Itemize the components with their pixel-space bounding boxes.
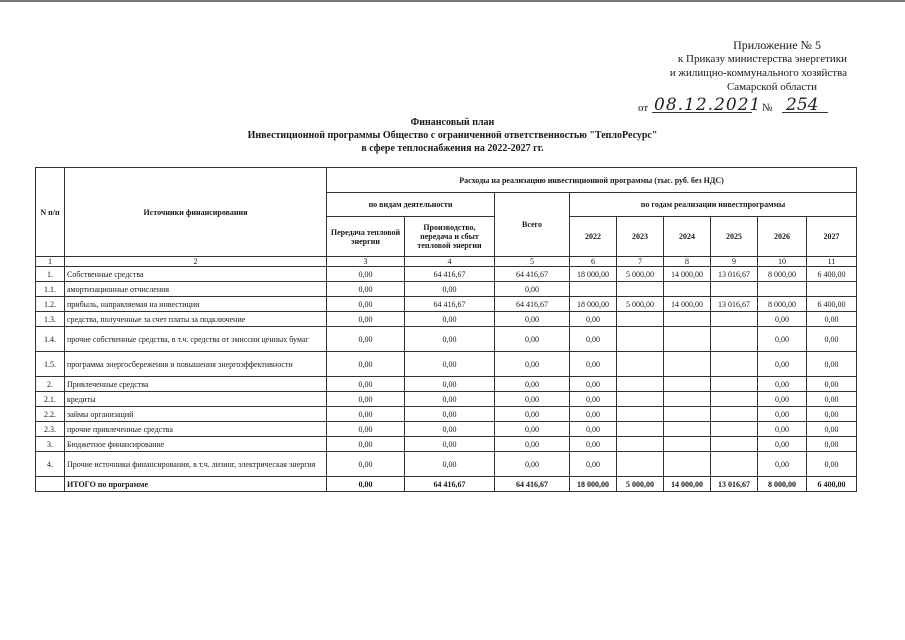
- production-value: 0,00: [405, 392, 495, 407]
- year-value: [617, 377, 664, 392]
- total-value: 0,00: [495, 282, 570, 297]
- appendix-line-4: Самарской области: [726, 81, 817, 93]
- year-value: [711, 282, 758, 297]
- year-value: 0,00: [570, 312, 617, 327]
- source-name: Прочие источники финансирования, в т.ч. лизинг, электрическая энергия: [65, 452, 327, 477]
- year-value: [570, 282, 617, 297]
- financial-plan-table: [35, 167, 857, 492]
- row-number: 2.3.: [36, 422, 65, 437]
- year-value: [711, 377, 758, 392]
- year-value: [617, 327, 664, 352]
- transfer-value: 0,00: [327, 327, 405, 352]
- plan-subtitle: Инвестиционной программы Общество с ограниченной ответственностью "ТеплоРесурс": [247, 130, 658, 141]
- year-value: 13 016,67: [711, 477, 758, 492]
- row-number: 1.4.: [36, 327, 65, 352]
- header-production: Производство, передача и сбыт тепловой энергии: [405, 217, 495, 257]
- year-value: [664, 282, 711, 297]
- year-value: [664, 407, 711, 422]
- order-date-number: [638, 95, 838, 117]
- total-value: 64 416,67: [495, 297, 570, 312]
- year-value: 0,00: [758, 392, 807, 407]
- production-value: 0,00: [405, 312, 495, 327]
- total-value: 0,00: [495, 312, 570, 327]
- column-number: 5: [495, 257, 570, 267]
- date-prefix: от: [638, 102, 649, 114]
- row-number: [36, 477, 65, 492]
- year-value: 0,00: [570, 392, 617, 407]
- year-value: 0,00: [570, 352, 617, 377]
- column-number: 4: [405, 257, 495, 267]
- year-value: 0,00: [807, 377, 857, 392]
- source-name: прочие привлеченные средства: [65, 422, 327, 437]
- table-row: [36, 392, 857, 407]
- year-value: 0,00: [758, 407, 807, 422]
- year-value: [664, 327, 711, 352]
- appendix-line-1: Приложение № 5: [733, 38, 821, 52]
- table-row: [36, 407, 857, 422]
- year-value: [664, 392, 711, 407]
- production-value: 64 416,67: [405, 267, 495, 282]
- year-value: 0,00: [807, 452, 857, 477]
- column-number: 8: [664, 257, 711, 267]
- row-number: 1.5.: [36, 352, 65, 377]
- column-number: 3: [327, 257, 405, 267]
- source-name: Собственные средства: [65, 267, 327, 282]
- handwritten-date: 08.12.2021: [654, 95, 762, 115]
- row-number: 2.: [36, 377, 65, 392]
- year-value: [617, 392, 664, 407]
- transfer-value: 0,00: [327, 422, 405, 437]
- production-value: 0,00: [405, 327, 495, 352]
- year-value: 14 000,00: [664, 477, 711, 492]
- year-value: 8 000,00: [758, 297, 807, 312]
- header-expenses: Расходы на реализацию инвестиционной программы (тыс. руб. без НДС): [327, 168, 857, 193]
- top-border: [0, 0, 905, 2]
- year-value: 0,00: [807, 437, 857, 452]
- year-value: [664, 377, 711, 392]
- year-value: 8 000,00: [758, 477, 807, 492]
- production-value: 0,00: [405, 422, 495, 437]
- row-number: 1.1.: [36, 282, 65, 297]
- total-value: 64 416,67: [495, 477, 570, 492]
- transfer-value: 0,00: [327, 282, 405, 297]
- year-value: 18 000,00: [570, 477, 617, 492]
- column-number: 7: [617, 257, 664, 267]
- source-name: программа энергосбережения и повышения энергоэффективности: [65, 352, 327, 377]
- year-value: 0,00: [758, 437, 807, 452]
- table-row: [36, 452, 857, 477]
- plan-period: в сфере теплоснабжения на 2022-2027 гг.: [361, 143, 544, 154]
- production-value: 64 416,67: [405, 297, 495, 312]
- row-number: 2.2.: [36, 407, 65, 422]
- transfer-value: 0,00: [327, 477, 405, 492]
- production-value: 0,00: [405, 377, 495, 392]
- date-underline: [652, 112, 752, 113]
- total-value: 0,00: [495, 377, 570, 392]
- year-value: [711, 352, 758, 377]
- year-value: [711, 407, 758, 422]
- appendix-header: [587, 38, 847, 94]
- year-value: [664, 422, 711, 437]
- year-value: 8 000,00: [758, 267, 807, 282]
- year-value: 0,00: [570, 422, 617, 437]
- year-value: 13 016,67: [711, 267, 758, 282]
- year-value: 0,00: [758, 327, 807, 352]
- table-row: [36, 352, 857, 377]
- table-row: [36, 377, 857, 392]
- source-name: средства, полученные за счет платы за подключение: [65, 312, 327, 327]
- year-value: 0,00: [807, 422, 857, 437]
- transfer-value: 0,00: [327, 352, 405, 377]
- year-value: [617, 312, 664, 327]
- column-number: 9: [711, 257, 758, 267]
- production-value: 0,00: [405, 437, 495, 452]
- column-number: 2: [65, 257, 327, 267]
- year-value: [758, 282, 807, 297]
- year-value: [617, 282, 664, 297]
- year-value: 6 400,00: [807, 297, 857, 312]
- year-value: 0,00: [570, 377, 617, 392]
- year-value: [617, 437, 664, 452]
- handwritten-number: 254: [786, 95, 819, 115]
- number-prefix: №: [762, 102, 773, 114]
- year-value: [711, 452, 758, 477]
- year-value: 14 000,00: [664, 267, 711, 282]
- year-value: [664, 452, 711, 477]
- year-value: [664, 352, 711, 377]
- production-value: 64 416,67: [405, 477, 495, 492]
- row-number: 2.1.: [36, 392, 65, 407]
- header-total: Всего: [495, 193, 570, 257]
- year-value: [617, 422, 664, 437]
- source-name: кредиты: [65, 392, 327, 407]
- appendix-line-3: и жилищно-коммунального хозяйства: [669, 67, 847, 79]
- year-value: 0,00: [758, 352, 807, 377]
- year-value: [617, 352, 664, 377]
- year-value: [664, 437, 711, 452]
- header-year: 2027: [807, 217, 857, 257]
- total-row: [36, 477, 857, 492]
- total-value: 0,00: [495, 392, 570, 407]
- plan-title: Финансовый план: [410, 117, 495, 128]
- production-value: 0,00: [405, 452, 495, 477]
- year-value: 14 000,00: [664, 297, 711, 312]
- year-value: [664, 312, 711, 327]
- table-row: [36, 437, 857, 452]
- year-value: [711, 312, 758, 327]
- year-value: [711, 437, 758, 452]
- transfer-value: 0,00: [327, 392, 405, 407]
- transfer-value: 0,00: [327, 437, 405, 452]
- year-value: 0,00: [758, 452, 807, 477]
- year-value: [617, 407, 664, 422]
- total-value: 0,00: [495, 352, 570, 377]
- column-number: 1: [36, 257, 65, 267]
- year-value: 0,00: [570, 407, 617, 422]
- year-value: 0,00: [570, 437, 617, 452]
- header-by-years: по годам реализации инвестпрограммы: [570, 193, 857, 217]
- row-number: 1.: [36, 267, 65, 282]
- column-number: 6: [570, 257, 617, 267]
- table-row: [36, 282, 857, 297]
- header-by-activity: по видам деятельности: [327, 193, 495, 217]
- year-value: 0,00: [758, 422, 807, 437]
- production-value: 0,00: [405, 407, 495, 422]
- year-value: [711, 327, 758, 352]
- appendix-line-2: к Приказу министерства энергетики: [677, 53, 847, 65]
- source-name: Привлеченные средства: [65, 377, 327, 392]
- header-row-number: N п/п: [36, 168, 65, 257]
- year-value: 0,00: [570, 327, 617, 352]
- year-value: 5 000,00: [617, 267, 664, 282]
- source-name: Бюджетное финансирование: [65, 437, 327, 452]
- transfer-value: 0,00: [327, 452, 405, 477]
- table-row: [36, 267, 857, 282]
- header-year: 2025: [711, 217, 758, 257]
- source-name: прибыль, направляемая на инвестиции: [65, 297, 327, 312]
- transfer-value: 0,00: [327, 407, 405, 422]
- year-value: [807, 282, 857, 297]
- year-value: [711, 422, 758, 437]
- number-underline: [782, 112, 828, 113]
- header-year: 2022: [570, 217, 617, 257]
- year-value: 0,00: [807, 392, 857, 407]
- year-value: 6 400,00: [807, 477, 857, 492]
- total-value: 0,00: [495, 407, 570, 422]
- header-year: 2026: [758, 217, 807, 257]
- row-number: 1.3.: [36, 312, 65, 327]
- year-value: 18 000,00: [570, 267, 617, 282]
- year-value: [711, 392, 758, 407]
- column-number: 10: [758, 257, 807, 267]
- header-source: Источники финансирования: [65, 168, 327, 257]
- transfer-value: 0,00: [327, 312, 405, 327]
- year-value: 0,00: [570, 452, 617, 477]
- year-value: 0,00: [807, 352, 857, 377]
- total-value: 64 416,67: [495, 267, 570, 282]
- year-value: 18 000,00: [570, 297, 617, 312]
- production-value: 0,00: [405, 352, 495, 377]
- source-name: амортизационные отчисления: [65, 282, 327, 297]
- year-value: 6 400,00: [807, 267, 857, 282]
- year-value: 0,00: [758, 312, 807, 327]
- year-value: 0,00: [807, 407, 857, 422]
- total-value: 0,00: [495, 437, 570, 452]
- transfer-value: 0,00: [327, 267, 405, 282]
- header-transfer: Передача тепловой энергии: [327, 217, 405, 257]
- year-value: 13 016,67: [711, 297, 758, 312]
- source-name: ИТОГО по программе: [65, 477, 327, 492]
- total-value: 0,00: [495, 422, 570, 437]
- header-year: 2023: [617, 217, 664, 257]
- total-value: 0,00: [495, 452, 570, 477]
- row-number: 1.2.: [36, 297, 65, 312]
- year-value: 0,00: [807, 312, 857, 327]
- transfer-value: 0,00: [327, 297, 405, 312]
- year-value: 5 000,00: [617, 477, 664, 492]
- total-value: 0,00: [495, 327, 570, 352]
- table-row: [36, 422, 857, 437]
- year-value: [617, 452, 664, 477]
- source-name: займы организаций: [65, 407, 327, 422]
- table-row: [36, 297, 857, 312]
- row-number: 4.: [36, 452, 65, 477]
- source-name: прочие собственные средства, в т.ч. средства от эмиссии ценных бумаг: [65, 327, 327, 352]
- row-number: 3.: [36, 437, 65, 452]
- year-value: 0,00: [758, 377, 807, 392]
- production-value: 0,00: [405, 282, 495, 297]
- transfer-value: 0,00: [327, 377, 405, 392]
- column-numbers-row: [36, 257, 857, 267]
- year-value: 0,00: [807, 327, 857, 352]
- table-row: [36, 312, 857, 327]
- header-year: 2024: [664, 217, 711, 257]
- year-value: 5 000,00: [617, 297, 664, 312]
- table-row: [36, 327, 857, 352]
- column-number: 11: [807, 257, 857, 267]
